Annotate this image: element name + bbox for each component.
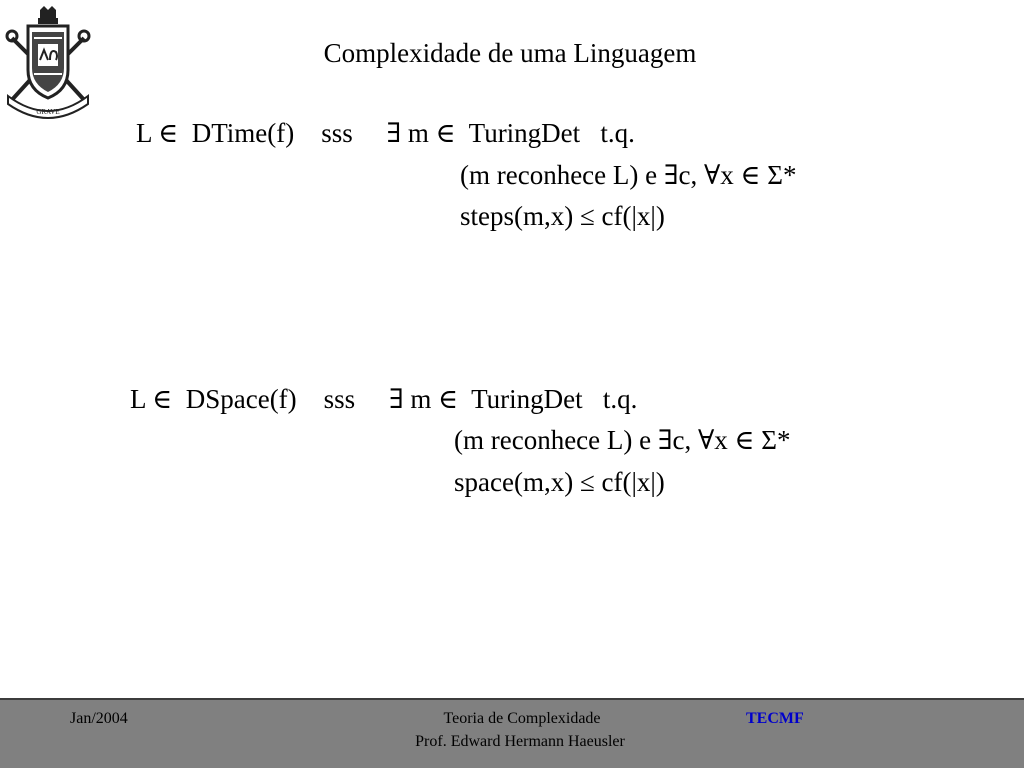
dtime-definition-line-1: L ∈ DTime(f) sss ∃ m ∈ TuringDet t.q. [136,118,635,148]
dspace-definition-line-3: space(m,x) ≤ cf(|x|) [454,467,665,497]
slide-footer [0,698,1024,768]
dtime-definition-line-2: (m reconhece L) e ∃c, ∀x ∈ Σ* [460,160,797,190]
footer-date: Jan/2004 [70,710,128,727]
slide-title: Complexidade de uma Linguagem [323,38,697,68]
dspace-definition-line-1: L ∈ DSpace(f) sss ∃ m ∈ TuringDet t.q. [130,384,638,414]
dspace-definition-line-2: (m reconhece L) e ∃c, ∀x ∈ Σ* [454,425,791,455]
dtime-definition-line-3: steps(m,x) ≤ cf(|x|) [460,201,665,231]
footer-tag: TECMF [746,710,804,727]
footer-course-name: Teoria de Complexidade [443,710,601,727]
svg-text:GRAVE: GRAVE [36,108,60,116]
footer-professor: Prof. Edward Hermann Haeusler [415,733,625,750]
